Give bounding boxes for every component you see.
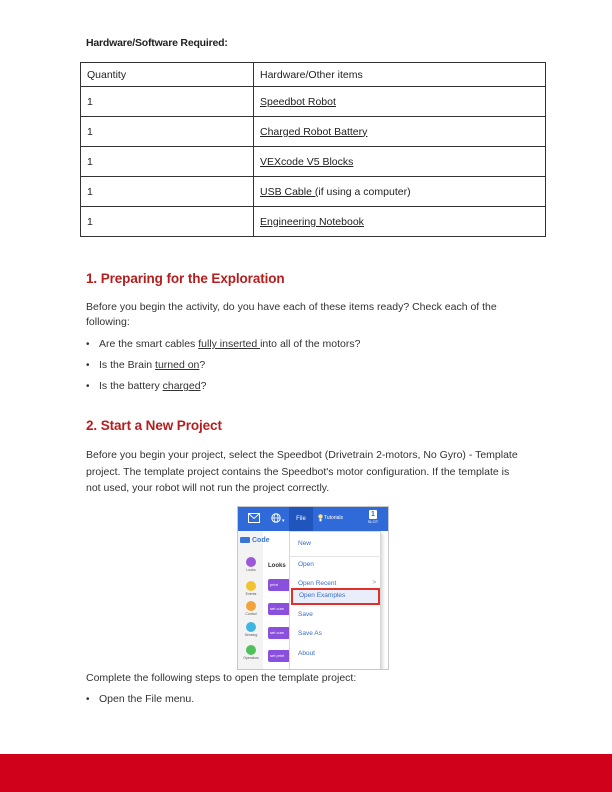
item-cell: [254, 87, 546, 117]
category-events[interactable]: [239, 581, 263, 596]
quantity-cell: 1: [81, 117, 254, 147]
steps-list: [86, 693, 194, 714]
events-dot-icon: [246, 581, 256, 591]
slot-label: SLOT: [367, 519, 379, 524]
table-row: [81, 87, 546, 117]
table-row: [81, 207, 546, 237]
quantity-cell: 1: [81, 207, 254, 237]
item-cell: [254, 117, 546, 147]
bullet-text: Are the smart cables: [99, 338, 199, 350]
code-title: Code: [252, 537, 270, 544]
section2-title: 2. Start a New Project: [86, 418, 222, 433]
bullet-text: Is the Brain: [99, 359, 156, 371]
control-dot-icon: [246, 601, 256, 611]
category-control[interactable]: [239, 601, 263, 616]
toolbar: [238, 507, 389, 531]
requirements-table: [80, 62, 546, 237]
bullet-text: into all of the motors?: [260, 338, 361, 350]
operators-dot-icon: [246, 645, 256, 655]
quantity-cell: 1: [81, 177, 254, 207]
category-label: Operators: [243, 656, 259, 660]
bullet-text: ?: [199, 359, 206, 371]
category-operators[interactable]: [239, 645, 263, 660]
quantity-cell: 1: [81, 147, 254, 177]
section2-intro: Before you begin your project, select the Speedbot (Drivetrain 2-motors, No Gyro) - Template project. The template project contains the Speedbot's motor configuration. If the template is not used, your robot will not run the project correctly.: [86, 449, 518, 494]
menu-item-open-recent[interactable]: Open Recent: [298, 580, 337, 587]
list-item: • Open the File menu.: [86, 693, 194, 714]
file-menu-tab[interactable]: File: [289, 507, 313, 531]
bullet-link[interactable]: turned on: [155, 359, 200, 371]
category-sensing[interactable]: [239, 622, 263, 637]
menu-divider: [290, 556, 382, 557]
column-header-items: Hardware/Other items: [254, 63, 546, 87]
open-examples-highlight[interactable]: [291, 588, 380, 605]
table-header-row: [81, 63, 546, 87]
menu-item-save-as[interactable]: Save As: [298, 630, 322, 637]
lightbulb-icon: [318, 514, 323, 526]
list-item: [86, 359, 360, 380]
code-block[interactable]: set print: [268, 650, 290, 662]
item-link[interactable]: VEXcode V5 Blocks: [260, 155, 354, 168]
item-suffix: if using a computer): [318, 185, 411, 198]
table-row: [81, 117, 546, 147]
mail-icon: [248, 513, 260, 525]
section1-intro: Before you begin the activity, do you have each of these items ready? Check each of the following:: [86, 301, 497, 328]
code-label: [240, 537, 270, 544]
chevron-down-icon: ▾: [282, 518, 285, 524]
menu-item-open[interactable]: Open: [298, 561, 314, 568]
table-row: [81, 177, 546, 207]
tutorials-button[interactable]: Tutorials: [324, 515, 343, 521]
bullet-link[interactable]: fully inserted: [198, 338, 261, 350]
category-label: Looks: [246, 568, 256, 572]
category-label: Sensing: [244, 633, 258, 637]
bullet-text: ?: [200, 380, 207, 392]
chevron-right-icon: >: [372, 580, 376, 586]
quantity-cell: 1: [81, 87, 254, 117]
item-link[interactable]: Charged Robot Battery: [260, 125, 368, 138]
slot-indicator[interactable]: [366, 510, 380, 528]
menu-item-new[interactable]: New: [298, 540, 312, 547]
bullet-text: Is the battery: [99, 380, 163, 392]
item-cell: [254, 177, 546, 207]
section1-title: 1. Preparing for the Exploration: [86, 271, 285, 286]
menu-item-save[interactable]: Save: [298, 611, 313, 618]
checklist: [86, 338, 360, 401]
looks-dot-icon: [246, 557, 256, 567]
item-cell: [254, 147, 546, 177]
category-looks[interactable]: [239, 557, 263, 572]
menu-item-about[interactable]: About: [298, 650, 315, 657]
item-link[interactable]: Engineering Notebook: [260, 215, 364, 228]
item-link[interactable]: USB Cable (: [260, 185, 319, 198]
code-icon: [240, 537, 250, 543]
file-menu-screenshot: [237, 506, 389, 670]
item-link[interactable]: Speedbot Robot: [260, 95, 336, 108]
category-label: Control: [245, 612, 257, 616]
slot-number: 1: [369, 510, 377, 519]
menu-item-open-examples[interactable]: Open Examples: [299, 592, 346, 599]
item-cell: [254, 207, 546, 237]
steps-intro: Complete the following steps to open the template project:: [86, 672, 357, 684]
palette-title: Looks: [268, 563, 286, 569]
hardware-software-heading: Hardware/Software Required:: [86, 37, 228, 49]
code-block[interactable]: print: [268, 579, 290, 591]
code-block[interactable]: set curs: [268, 627, 290, 639]
footer-bar: [0, 754, 612, 792]
table-row: [81, 147, 546, 177]
sensing-dot-icon: [246, 622, 256, 632]
list-item: [86, 338, 360, 359]
column-header-quantity: Quantity: [81, 63, 254, 87]
bullet-link[interactable]: charged: [162, 380, 201, 392]
code-block[interactable]: set curs: [268, 603, 290, 615]
category-label: Events: [245, 592, 257, 596]
list-item: [86, 380, 360, 401]
globe-icon: [271, 513, 281, 525]
